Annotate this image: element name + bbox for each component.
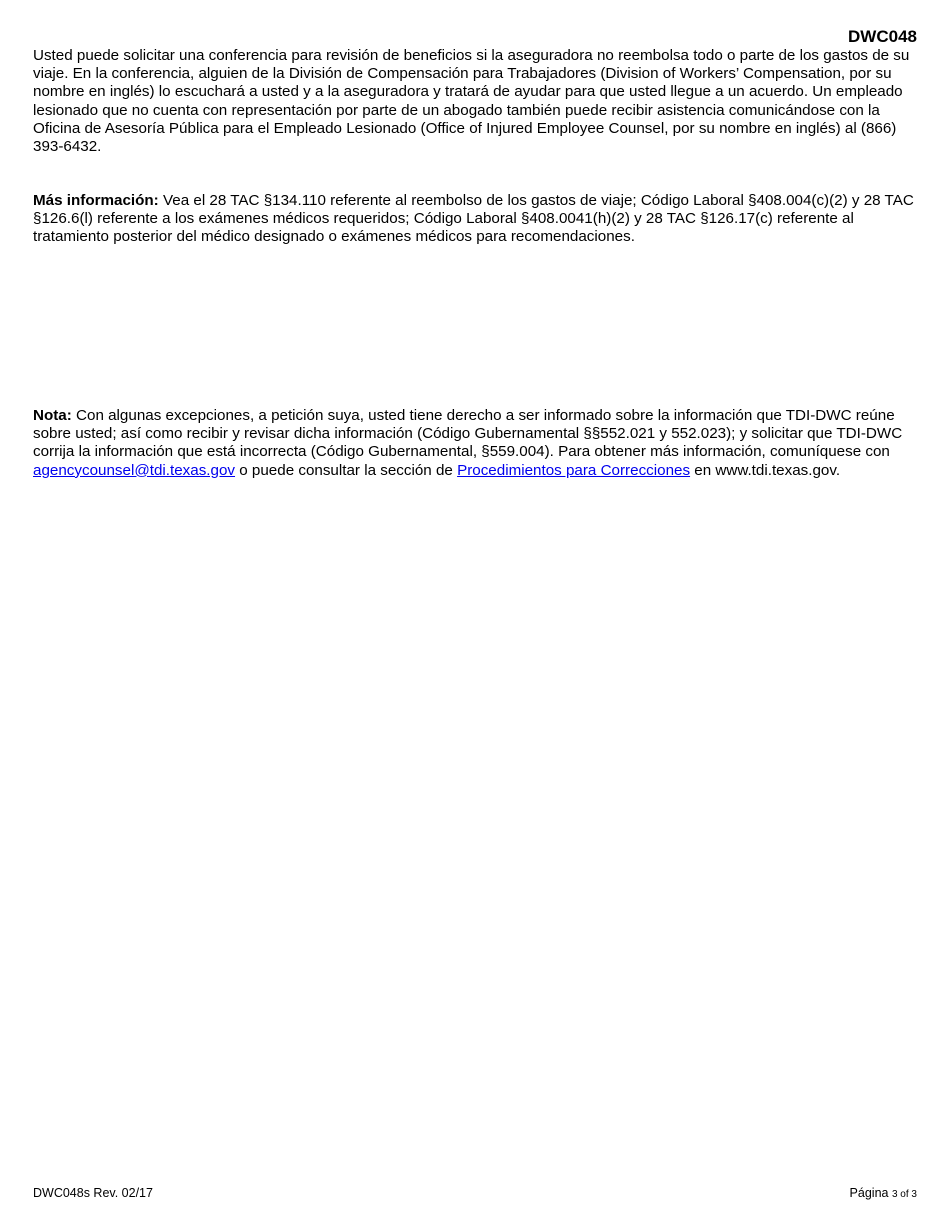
more-info-text: Vea el 28 TAC §134.110 referente al reembolso de los gastos de viaje; Código Laboral §408.004(c)(2) y 28 TAC §126.6(l) referente a los exámenes médicos requeridos; Código Laboral §408.0041(h)(2) y 28 TAC §126.17(c) referente al tratamiento posterior del médico designado o exámenes médicos para recomendaciones. [33, 192, 914, 246]
form-id: DWC048 [848, 27, 917, 46]
note-text-after: en www.tdi.texas.gov. [690, 461, 841, 479]
page-count: 3 of 3 [891, 1189, 917, 1200]
agency-counsel-email-link[interactable]: agencycounsel@tdi.texas.gov [33, 461, 236, 479]
note-text-between: o puede consultar la sección de [235, 461, 458, 479]
note-text-before-email: Con algunas excepciones, a petición suya, usted tiene derecho a ser informado sobre la información que TDI-DWC reúne sobre usted; así como recibir y revisar dicha información (Código Gubernamental §§552.021 y 552.023); y solicitar que TDI-DWC corrija la información que está incorrecta (Código Gubernamental, §559.004). Para obtener más información, comuníquese con [33, 407, 903, 461]
conference-paragraph [33, 47, 917, 156]
note-label: Nota: [33, 407, 72, 424]
more-info-label: Más información: [33, 192, 159, 209]
conference-text: Usted puede solicitar una conferencia para revisión de beneficios si la aseguradora no reembolsa todo o parte de los gastos de su viaje. En la conferencia, alguien de la División de Compensación para Trabajadores (Division of Workers’ Compensation, por su nombre en inglés) lo escuchará a usted y a la aseguradora y tratará de ayudar para que usted llegue a un acuerdo. Un empleado lesionado que no cuenta con representación por parte de un abogado también puede recibir asistencia comunicándose con la Oficina de Asesoría Pública para el Empleado Lesionado (Office of Injured Employee Counsel, por su nombre en inglés) al (866) 393-6432. [33, 47, 910, 156]
note-paragraph [33, 407, 917, 480]
more-info-paragraph [33, 192, 917, 247]
footer-revision: DWC048s Rev. 02/17 [33, 1186, 153, 1200]
page-label: Página [849, 1186, 889, 1200]
footer-page-number [850, 1186, 917, 1202]
correction-procedures-link[interactable]: Procedimientos para Correcciones [457, 461, 691, 479]
